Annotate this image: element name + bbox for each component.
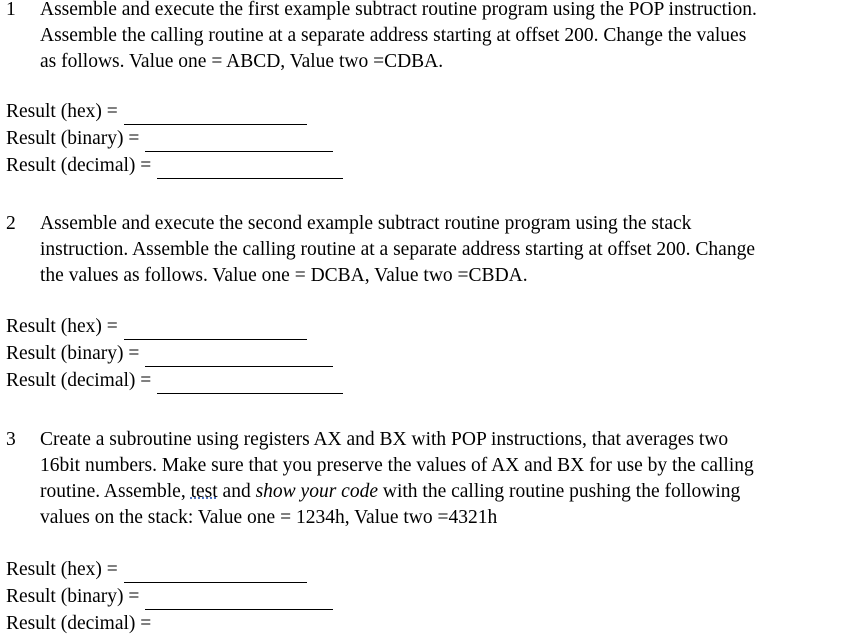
question-text-segment: with the calling routine pushing the following	[377, 481, 741, 502]
result-hex-row	[6, 98, 343, 125]
results-block-2	[6, 313, 343, 394]
result-decimal-blank[interactable]	[157, 161, 343, 179]
result-binary-blank[interactable]	[145, 592, 333, 610]
result-decimal-row	[6, 610, 333, 637]
result-hex-row	[6, 556, 333, 583]
question-text	[40, 427, 858, 531]
question-text-show-your-code: show your code	[255, 481, 378, 502]
result-hex-label: Result (hex) =	[6, 316, 118, 337]
question-number: 3	[6, 429, 16, 450]
result-hex-blank[interactable]	[124, 107, 307, 125]
result-hex-label: Result (hex) =	[6, 101, 118, 122]
question-line: the values as follows. Value one = DCBA, Value two =CBDA.	[40, 265, 528, 286]
question-line	[40, 479, 858, 505]
result-decimal-label: Result (decimal) =	[6, 613, 152, 634]
question-line: values on the stack: Value one = 1234h, Value two =4321h	[40, 507, 498, 528]
question-2	[0, 211, 861, 289]
question-number: 2	[6, 213, 16, 234]
question-line: as follows. Value one = ABCD, Value two =CDBA.	[40, 51, 444, 72]
question-text-test: test	[190, 481, 218, 502]
result-decimal-label: Result (decimal) =	[6, 370, 152, 391]
result-binary-label: Result (binary) =	[6, 343, 140, 364]
result-hex-label: Result (hex) =	[6, 559, 118, 580]
result-hex-blank[interactable]	[124, 565, 307, 583]
result-decimal-label: Result (decimal) =	[6, 155, 152, 176]
results-block-1	[6, 98, 343, 179]
question-line: Create a subroutine using registers AX and BX with POP instructions, that averages two	[40, 429, 729, 450]
question-text-segment: and	[217, 481, 256, 502]
result-hex-row	[6, 313, 343, 340]
question-line: 16bit numbers. Make sure that you preserve the values of AX and BX for use by the calling	[40, 455, 754, 476]
result-binary-blank[interactable]	[145, 134, 333, 152]
result-binary-row	[6, 583, 333, 610]
question-1	[0, 0, 861, 75]
result-binary-label: Result (binary) =	[6, 128, 140, 149]
result-binary-row	[6, 125, 343, 152]
question-number: 1	[6, 0, 16, 20]
result-decimal-row	[6, 367, 343, 394]
question-text	[40, 0, 858, 75]
result-binary-blank[interactable]	[145, 349, 333, 367]
question-text	[40, 211, 858, 289]
question-line: instruction. Assemble the calling routine at a separate address starting at offset 200. Change	[40, 239, 755, 260]
result-decimal-row	[6, 152, 343, 179]
question-text-segment: routine. Assemble,	[40, 481, 191, 502]
result-decimal-blank[interactable]	[157, 376, 343, 394]
question-line: Assemble and execute the first example subtract routine program using the POP instruction.	[40, 0, 757, 20]
question-line: Assemble and execute the second example subtract routine program using the stack	[40, 213, 692, 234]
results-block-3	[6, 556, 333, 637]
result-binary-label: Result (binary) =	[6, 586, 140, 607]
question-3	[0, 427, 861, 531]
result-binary-row	[6, 340, 343, 367]
question-line: Assemble the calling routine at a separate address starting at offset 200. Change the values	[40, 25, 747, 46]
result-hex-blank[interactable]	[124, 322, 307, 340]
